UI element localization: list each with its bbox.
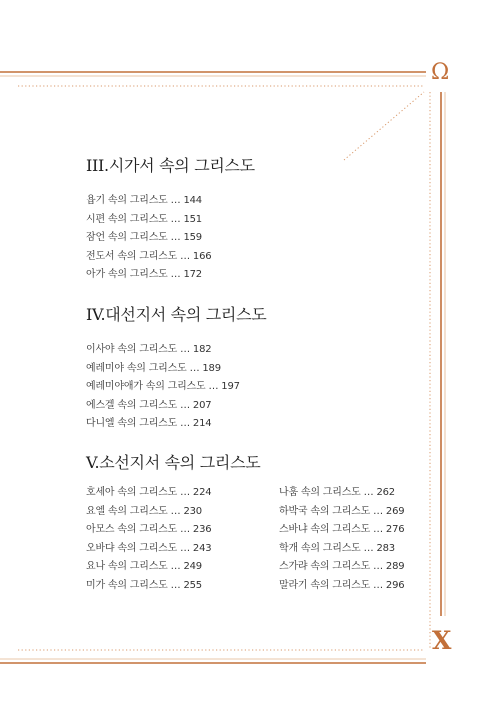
entry-title: 예레미야 속의 그리스도 [86, 362, 187, 374]
entry-title: 호세아 속의 그리스도 [86, 487, 178, 498]
page-number: 269 [385, 505, 405, 517]
entry-title: 에스겔 속의 그리스도 [86, 399, 178, 411]
page-number: 159 [183, 232, 202, 243]
toc-list-iii [86, 192, 211, 285]
page-number: 144 [183, 195, 202, 206]
omega-ornament-icon: Ω [431, 60, 450, 85]
entry-title: 시편 속의 그리스도 [86, 213, 168, 225]
toc-entry[interactable] [86, 415, 240, 434]
toc-entry[interactable] [86, 341, 240, 360]
toc-entry[interactable] [279, 521, 404, 540]
leader-dots: … [180, 250, 190, 262]
entry-title: 전도서 속의 그리스도 [86, 250, 178, 262]
leader-dots: … [180, 399, 190, 411]
section-title-iii: III.시가서 속의 그리스도 [86, 156, 255, 175]
entry-title: 나훔 속의 그리스도 [279, 487, 361, 498]
leader-dots: … [170, 213, 181, 225]
leader-dots: … [180, 418, 190, 429]
toc-entry[interactable] [86, 211, 211, 230]
section-title-v: V.소선지서 속의 그리스도 [86, 453, 261, 472]
section-title-iv: IV.대선지서 속의 그리스도 [86, 305, 267, 324]
entry-title: 욥기 속의 그리스도 [86, 195, 168, 206]
toc-entry[interactable] [86, 229, 211, 248]
toc-list-v-left [86, 484, 211, 595]
entry-title: 요나 속의 그리스도 [86, 561, 168, 572]
entry-title: 학개 속의 그리스도 [279, 542, 361, 554]
entry-title: 미가 속의 그리스도 [86, 579, 168, 591]
entry-title: 하박국 속의 그리스도 [279, 505, 371, 517]
toc-entry[interactable] [86, 484, 211, 503]
toc-entry[interactable] [279, 540, 404, 559]
entry-title: 말라기 속의 그리스도 [279, 579, 371, 591]
page-number: 189 [202, 362, 221, 374]
leader-dots: … [363, 542, 374, 554]
toc-entry[interactable] [86, 266, 211, 285]
page-number: 296 [385, 579, 405, 591]
leader-dots: … [180, 524, 190, 535]
page-number: 151 [183, 213, 202, 225]
toc-entry[interactable] [279, 558, 404, 577]
toc-entry[interactable] [86, 192, 211, 211]
page-number: 276 [385, 524, 405, 535]
entry-title: 스가랴 속의 그리스도 [279, 561, 371, 572]
leader-dots: … [363, 487, 374, 498]
leader-dots: … [180, 487, 190, 498]
leader-dots: … [373, 579, 383, 591]
page-number: 236 [192, 524, 212, 535]
toc-list-v-right [279, 484, 404, 595]
toc-entry[interactable] [279, 484, 404, 503]
page-number: 230 [183, 505, 202, 517]
leader-dots: … [170, 579, 181, 591]
entry-title: 다니엘 속의 그리스도 [86, 418, 178, 429]
page-number: 289 [385, 561, 405, 572]
page-number: 166 [192, 250, 212, 262]
entry-title: 스바냐 속의 그리스도 [279, 524, 371, 535]
page-number: 249 [183, 561, 202, 572]
toc-entry[interactable] [86, 521, 211, 540]
page-number: 207 [192, 399, 212, 411]
leader-dots: … [180, 344, 190, 355]
leader-dots: … [373, 524, 383, 535]
entry-title: 예레미야애가 속의 그리스도 [86, 381, 206, 392]
leader-dots: … [189, 362, 200, 374]
toc-entry[interactable] [279, 577, 404, 596]
toc-entry[interactable] [86, 577, 211, 596]
toc-list-iv [86, 341, 240, 434]
entry-title: 아모스 속의 그리스도 [86, 524, 178, 535]
entry-title: 오바댜 속의 그리스도 [86, 542, 178, 554]
toc-entry[interactable] [86, 378, 240, 397]
leader-dots: … [180, 542, 190, 554]
page-number: 214 [192, 418, 212, 429]
page-number: 283 [376, 542, 395, 554]
leader-dots: … [208, 381, 219, 392]
leader-dots: … [170, 195, 181, 206]
leader-dots: … [373, 505, 383, 517]
toc-entry[interactable] [86, 397, 240, 416]
leader-dots: … [170, 232, 181, 243]
entry-title: 아가 속의 그리스도 [86, 269, 168, 280]
leader-dots: … [170, 561, 181, 572]
leader-dots: … [373, 561, 383, 572]
toc-entry[interactable] [279, 503, 404, 522]
leader-dots: … [170, 269, 181, 280]
page-number: 262 [376, 487, 395, 498]
page-number: 182 [192, 344, 212, 355]
entry-title: 이사야 속의 그리스도 [86, 344, 178, 355]
leader-dots: … [170, 505, 181, 517]
entry-title: 잠언 속의 그리스도 [86, 232, 168, 243]
page-number: 243 [192, 542, 212, 554]
toc-entry[interactable] [86, 360, 240, 379]
toc-entry[interactable] [86, 248, 211, 267]
toc-entry[interactable] [86, 558, 211, 577]
toc-entry[interactable] [86, 540, 211, 559]
entry-title: 요엘 속의 그리스도 [86, 505, 168, 517]
x-ornament-icon: X [432, 626, 452, 655]
toc-entry[interactable] [86, 503, 211, 522]
page-number: 255 [183, 579, 202, 591]
page-number: 224 [192, 487, 212, 498]
page-number: 172 [183, 269, 202, 280]
page-number: 197 [221, 381, 240, 392]
